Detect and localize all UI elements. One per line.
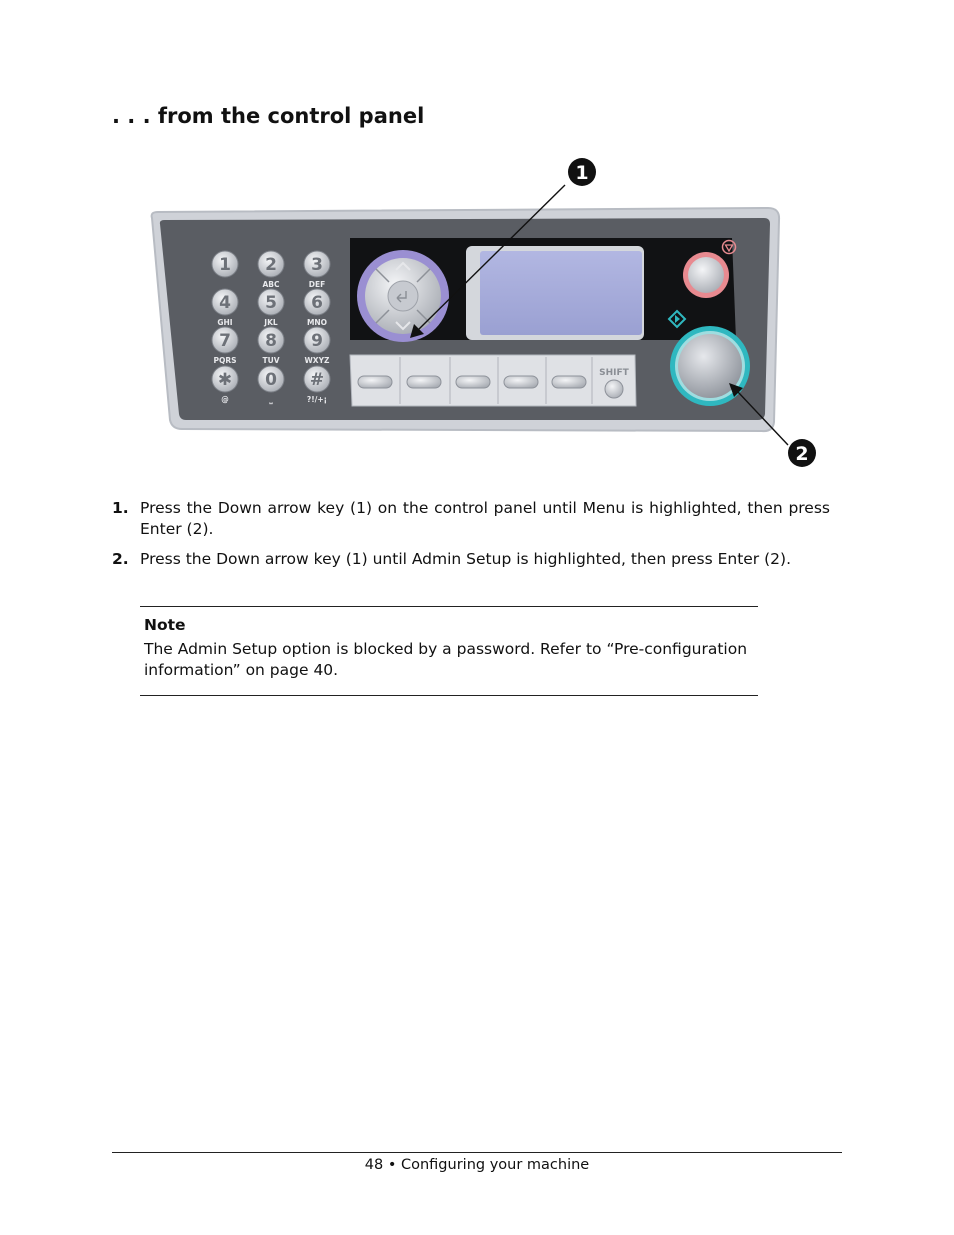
page-heading: . . . from the control panel <box>112 104 425 128</box>
keypad-key-letters: MNO <box>306 318 328 327</box>
step-number: 2. <box>112 550 129 568</box>
page-footer: 48 • Configuring your machine <box>364 1157 590 1173</box>
enter-key-center[interactable] <box>388 281 418 311</box>
step-text: Press the Down arrow key (1) on the control panel until Menu is highlighted, then press Enter (2). <box>140 499 830 538</box>
stop-key[interactable] <box>688 257 724 293</box>
keypad-key-digit: 4 <box>219 293 231 313</box>
keypad-key-letters: PQRS <box>213 356 237 365</box>
keypad-key-letters: GHI <box>217 318 233 327</box>
callout-2-number: 2 <box>795 443 809 465</box>
step-1 <box>112 498 830 540</box>
callout-1-number: 1 <box>575 162 589 184</box>
keypad-key-digit: 0 <box>265 370 277 390</box>
keypad-key-digit: 3 <box>311 255 323 275</box>
keypad-key-digit: 9 <box>311 331 323 351</box>
step-number: 1. <box>112 499 129 517</box>
lcd-screen <box>480 251 642 335</box>
shift-key[interactable] <box>605 380 623 398</box>
keypad-key-digit: 6 <box>311 293 323 313</box>
keypad-key-digit: 7 <box>219 331 231 351</box>
keypad-key-digit: 5 <box>265 293 277 313</box>
note-title: Note <box>144 616 186 634</box>
softkey-1[interactable] <box>358 376 392 388</box>
keypad-key-letters: ABC <box>262 280 280 289</box>
keypad-key-letters: @ <box>221 395 229 404</box>
keypad-key-digit: 1 <box>219 255 231 275</box>
keypad-key-digit: 8 <box>265 331 277 351</box>
softkey-tray <box>350 355 636 406</box>
keypad-key-letters: ?!/+¡ <box>306 395 328 404</box>
note-text: The Admin Setup option is blocked by a password. Refer to “Pre-configuration information” on page 40. <box>144 640 748 679</box>
softkey-3[interactable] <box>456 376 490 388</box>
numeric-keypad <box>212 251 330 405</box>
keypad-key-digit: # <box>309 370 325 390</box>
step-text: Press the Down arrow key (1) until Admin Setup is highlighted, then press Enter (2). <box>140 550 791 568</box>
keypad-key-digit: 2 <box>265 255 277 275</box>
softkey-4[interactable] <box>504 376 538 388</box>
instruction-steps <box>112 498 830 579</box>
keypad-key-letters: ⎵ <box>269 395 273 404</box>
keypad-key-letters: TUV <box>262 356 280 365</box>
keypad-key-digit: ✱ <box>217 370 233 390</box>
note-box <box>140 606 758 696</box>
shift-label: SHIFT <box>599 368 629 378</box>
footer-rule <box>112 1152 842 1153</box>
keypad-key-letters: DEF <box>308 280 326 289</box>
step-2 <box>112 549 830 570</box>
softkey-2[interactable] <box>407 376 441 388</box>
keypad-key-letters: WXYZ <box>304 356 330 365</box>
softkey-5[interactable] <box>552 376 586 388</box>
keypad-key-letters: JKL <box>264 318 278 327</box>
control-panel-figure <box>140 150 830 480</box>
